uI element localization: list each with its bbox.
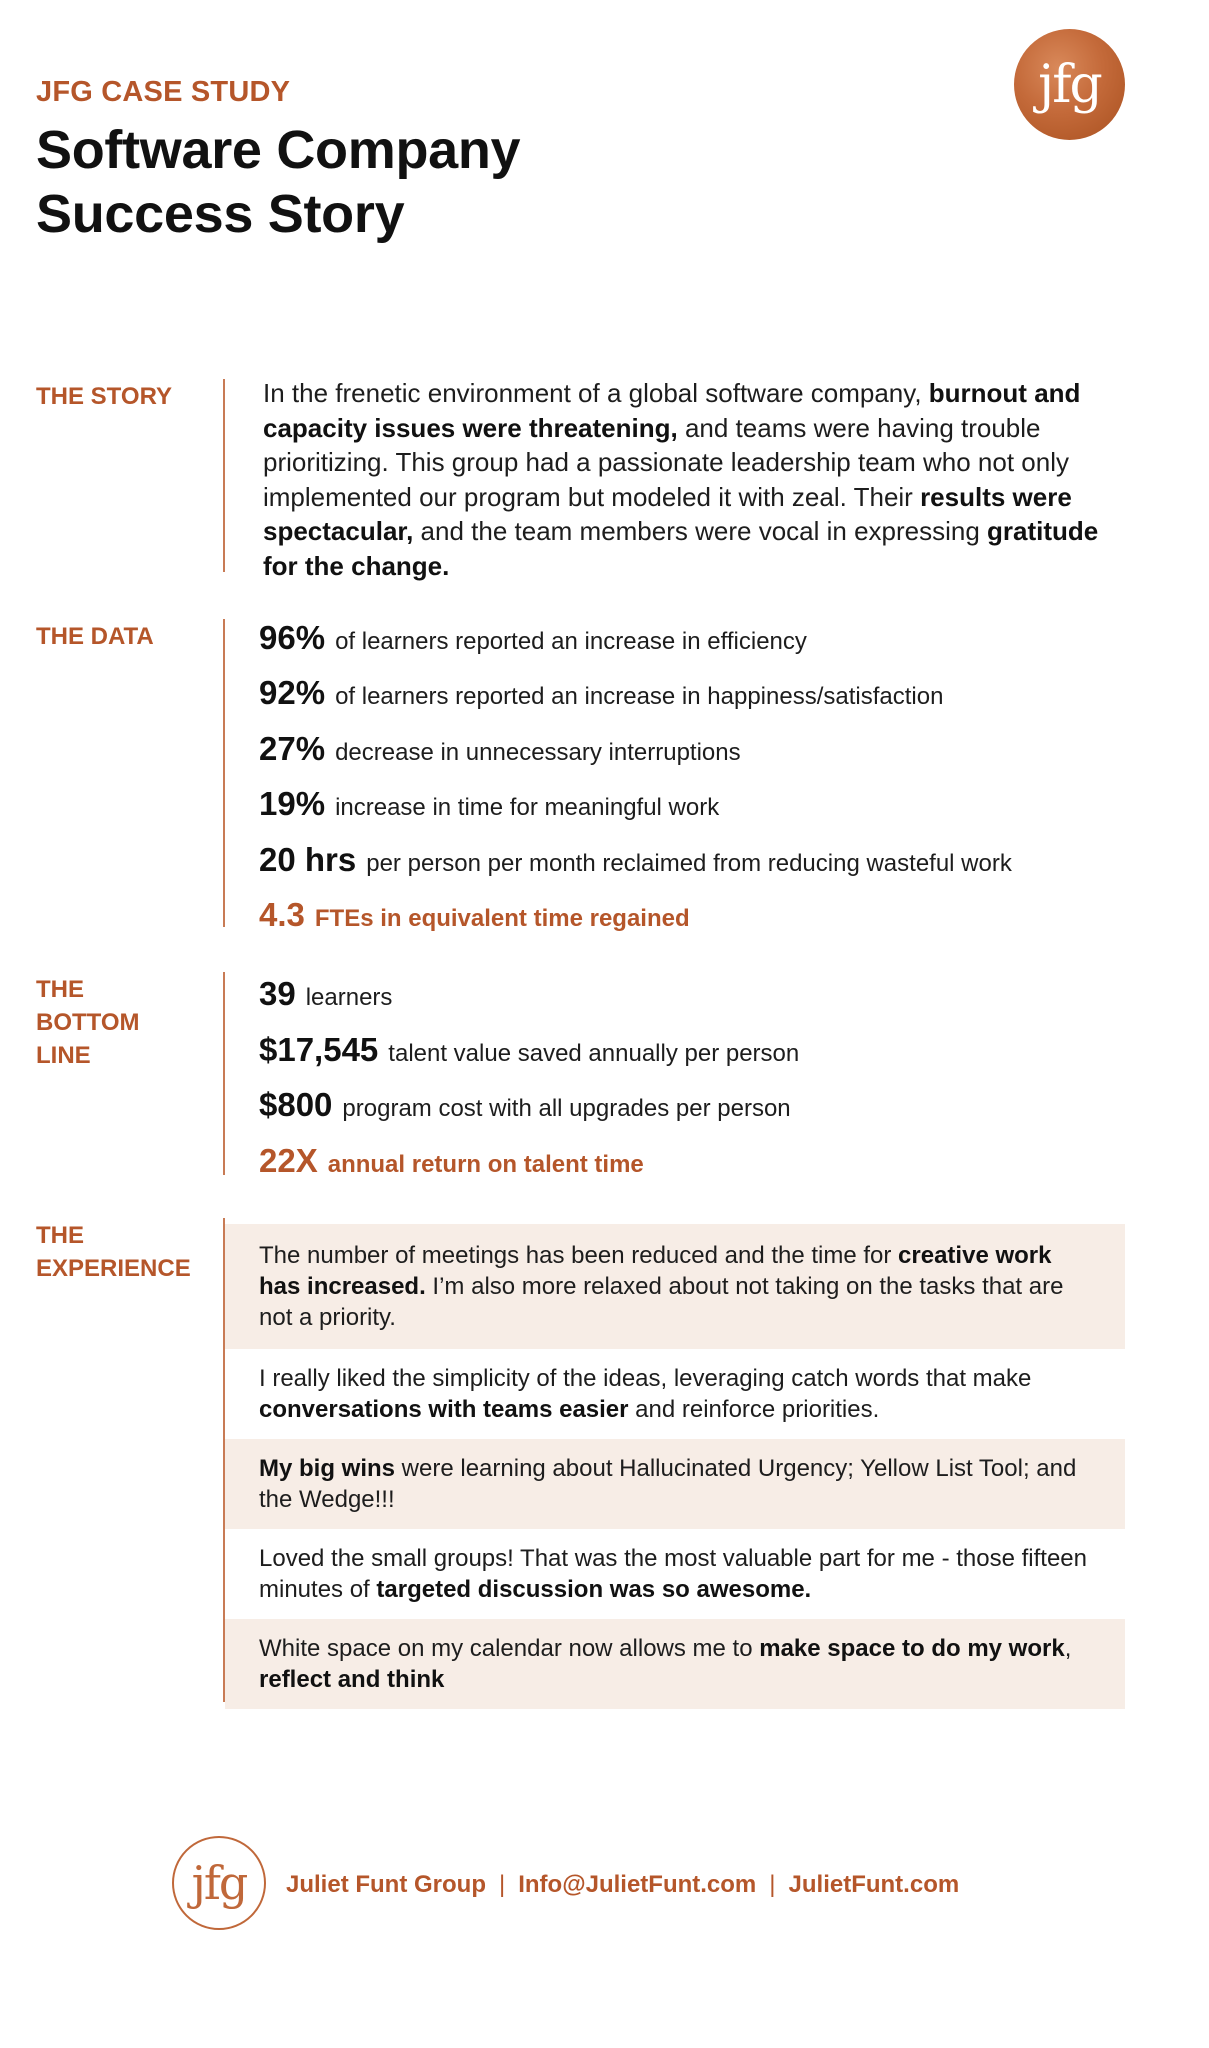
footer-email-link[interactable]: Info@JulietFunt.com — [518, 1871, 757, 1898]
jfg-logo-text: jfg — [1038, 54, 1101, 115]
stat-row — [259, 896, 690, 934]
body-text: and the team members were vocal in expressing — [413, 516, 988, 546]
footer-separator: | — [498, 1871, 506, 1898]
story-section-label: THE STORY — [36, 383, 173, 410]
page-title — [36, 118, 520, 246]
emphasis-text: My big wins — [259, 1455, 396, 1482]
emphasis-text: gratitude for the change. — [263, 516, 1099, 581]
emphasis-text: targeted discussion was so awesome. — [376, 1576, 812, 1603]
body-text: White space on my calendar now allows me to — [259, 1635, 760, 1662]
stat-description: learners — [305, 984, 393, 1011]
body-text: I’m also more relaxed about not taking on the tasks that are not a priority. — [259, 1273, 1064, 1331]
footer-website-link[interactable]: JulietFunt.com — [788, 1871, 960, 1898]
stat-value: $17,545 — [259, 1030, 379, 1068]
emphasis-text: reflect and think — [259, 1666, 445, 1693]
data-section-label: THE DATA — [36, 623, 154, 650]
experience-label-line: EXPERIENCE — [36, 1255, 191, 1282]
testimonial-quote — [225, 1224, 1125, 1349]
testimonial-text — [259, 1453, 1089, 1515]
testimonial-text — [259, 1543, 1089, 1605]
case-study-eyebrow: JFG CASE STUDY — [36, 76, 291, 108]
stat-description: per person per month reclaimed from reducing wasteful work — [366, 849, 1012, 877]
bottom-line-label-line: LINE — [36, 1042, 91, 1069]
stat-row — [259, 785, 719, 823]
stat-row — [259, 975, 392, 1013]
stat-value: 39 — [259, 975, 296, 1012]
testimonial-quote — [225, 1349, 1125, 1439]
emphasis-text: make space to do my work — [759, 1635, 1065, 1662]
emphasis-text: results were spectacular, — [263, 481, 1072, 546]
body-text: I really liked the simplicity of the ideas, leveraging catch words that make — [259, 1365, 1032, 1392]
stat-value: 22X — [259, 1141, 318, 1179]
stat-row — [259, 1086, 791, 1124]
footer-contact — [286, 1871, 959, 1899]
stat-value: 4.3 — [259, 896, 305, 933]
footer-company: Juliet Funt Group — [286, 1871, 486, 1898]
jfg-footer-logo-text: jfg — [191, 1856, 247, 1910]
stat-description: FTEs in equivalent time regained — [314, 905, 690, 932]
body-text: and reinforce priorities. — [628, 1396, 880, 1423]
testimonial-text — [259, 1240, 1089, 1333]
stat-value: $800 — [259, 1086, 333, 1123]
body-text: The number of meetings has been reduced and the time for — [259, 1242, 899, 1269]
stat-description: annual return on talent time — [327, 1150, 644, 1178]
stat-description: decrease in unnecessary interruptions — [335, 738, 741, 766]
emphasis-text: conversations with teams easier — [259, 1396, 629, 1423]
stat-row — [259, 730, 741, 768]
stat-description: increase in time for meaningful work — [335, 794, 720, 822]
body-text: were learning about Hallucinated Urgency; Yellow List Tool; and the Wedge!!! — [259, 1455, 1077, 1513]
stat-description: of learners reported an increase in happiness/satisfaction — [335, 683, 944, 711]
bottom-line-section-label — [36, 973, 140, 1072]
stat-value: 19% — [259, 785, 326, 823]
story-paragraph — [263, 376, 1133, 583]
bottom-line-divider — [223, 972, 225, 1175]
body-text: In the frenetic environment of a global software company, — [263, 378, 929, 408]
testimonial-quote — [225, 1619, 1125, 1709]
body-text: Loved the small groups! That was the most valuable part for me - those fifteen minutes of — [259, 1545, 1087, 1603]
stat-row — [259, 841, 1012, 879]
stat-description: of learners reported an increase in efficiency — [335, 628, 807, 655]
page-title-line-1: Software Company — [36, 120, 521, 180]
stat-row — [259, 1142, 644, 1180]
emphasis-text: creative work has increased. — [259, 1242, 1052, 1300]
jfg-footer-logo — [172, 1836, 266, 1930]
testimonial-quote — [225, 1529, 1125, 1619]
story-divider — [223, 379, 225, 572]
stat-row — [259, 619, 807, 657]
testimonial-quote — [225, 1439, 1125, 1529]
data-divider — [223, 619, 225, 927]
bottom-line-label-line: BOTTOM — [36, 1009, 140, 1036]
testimonial-text — [259, 1633, 1089, 1695]
stat-description: program cost with all upgrades per person — [342, 1095, 791, 1122]
footer-separator: | — [769, 1871, 776, 1898]
body-text: and teams were having trouble prioritizing. This group had a passionate leadership team who not only implemented our program but modeled it with zeal. Their — [263, 412, 1069, 512]
stat-value: 96% — [259, 619, 326, 656]
stat-value: 20 hrs — [259, 840, 357, 878]
stat-row — [259, 674, 943, 712]
bottom-line-label-line: THE — [36, 976, 84, 1003]
stat-description: talent value saved annually per person — [388, 1039, 800, 1067]
stat-value: 27% — [259, 729, 326, 767]
experience-label-line: THE — [36, 1222, 84, 1249]
stat-value: 92% — [259, 674, 326, 712]
jfg-logo — [1014, 29, 1125, 140]
body-text: , — [1064, 1635, 1072, 1662]
emphasis-text: burnout and capacity issues were threatening, — [263, 378, 1081, 443]
testimonial-text — [259, 1363, 1089, 1425]
page-title-line-2: Success Story — [36, 184, 405, 244]
stat-row — [259, 1031, 799, 1069]
experience-section-label — [36, 1219, 191, 1285]
